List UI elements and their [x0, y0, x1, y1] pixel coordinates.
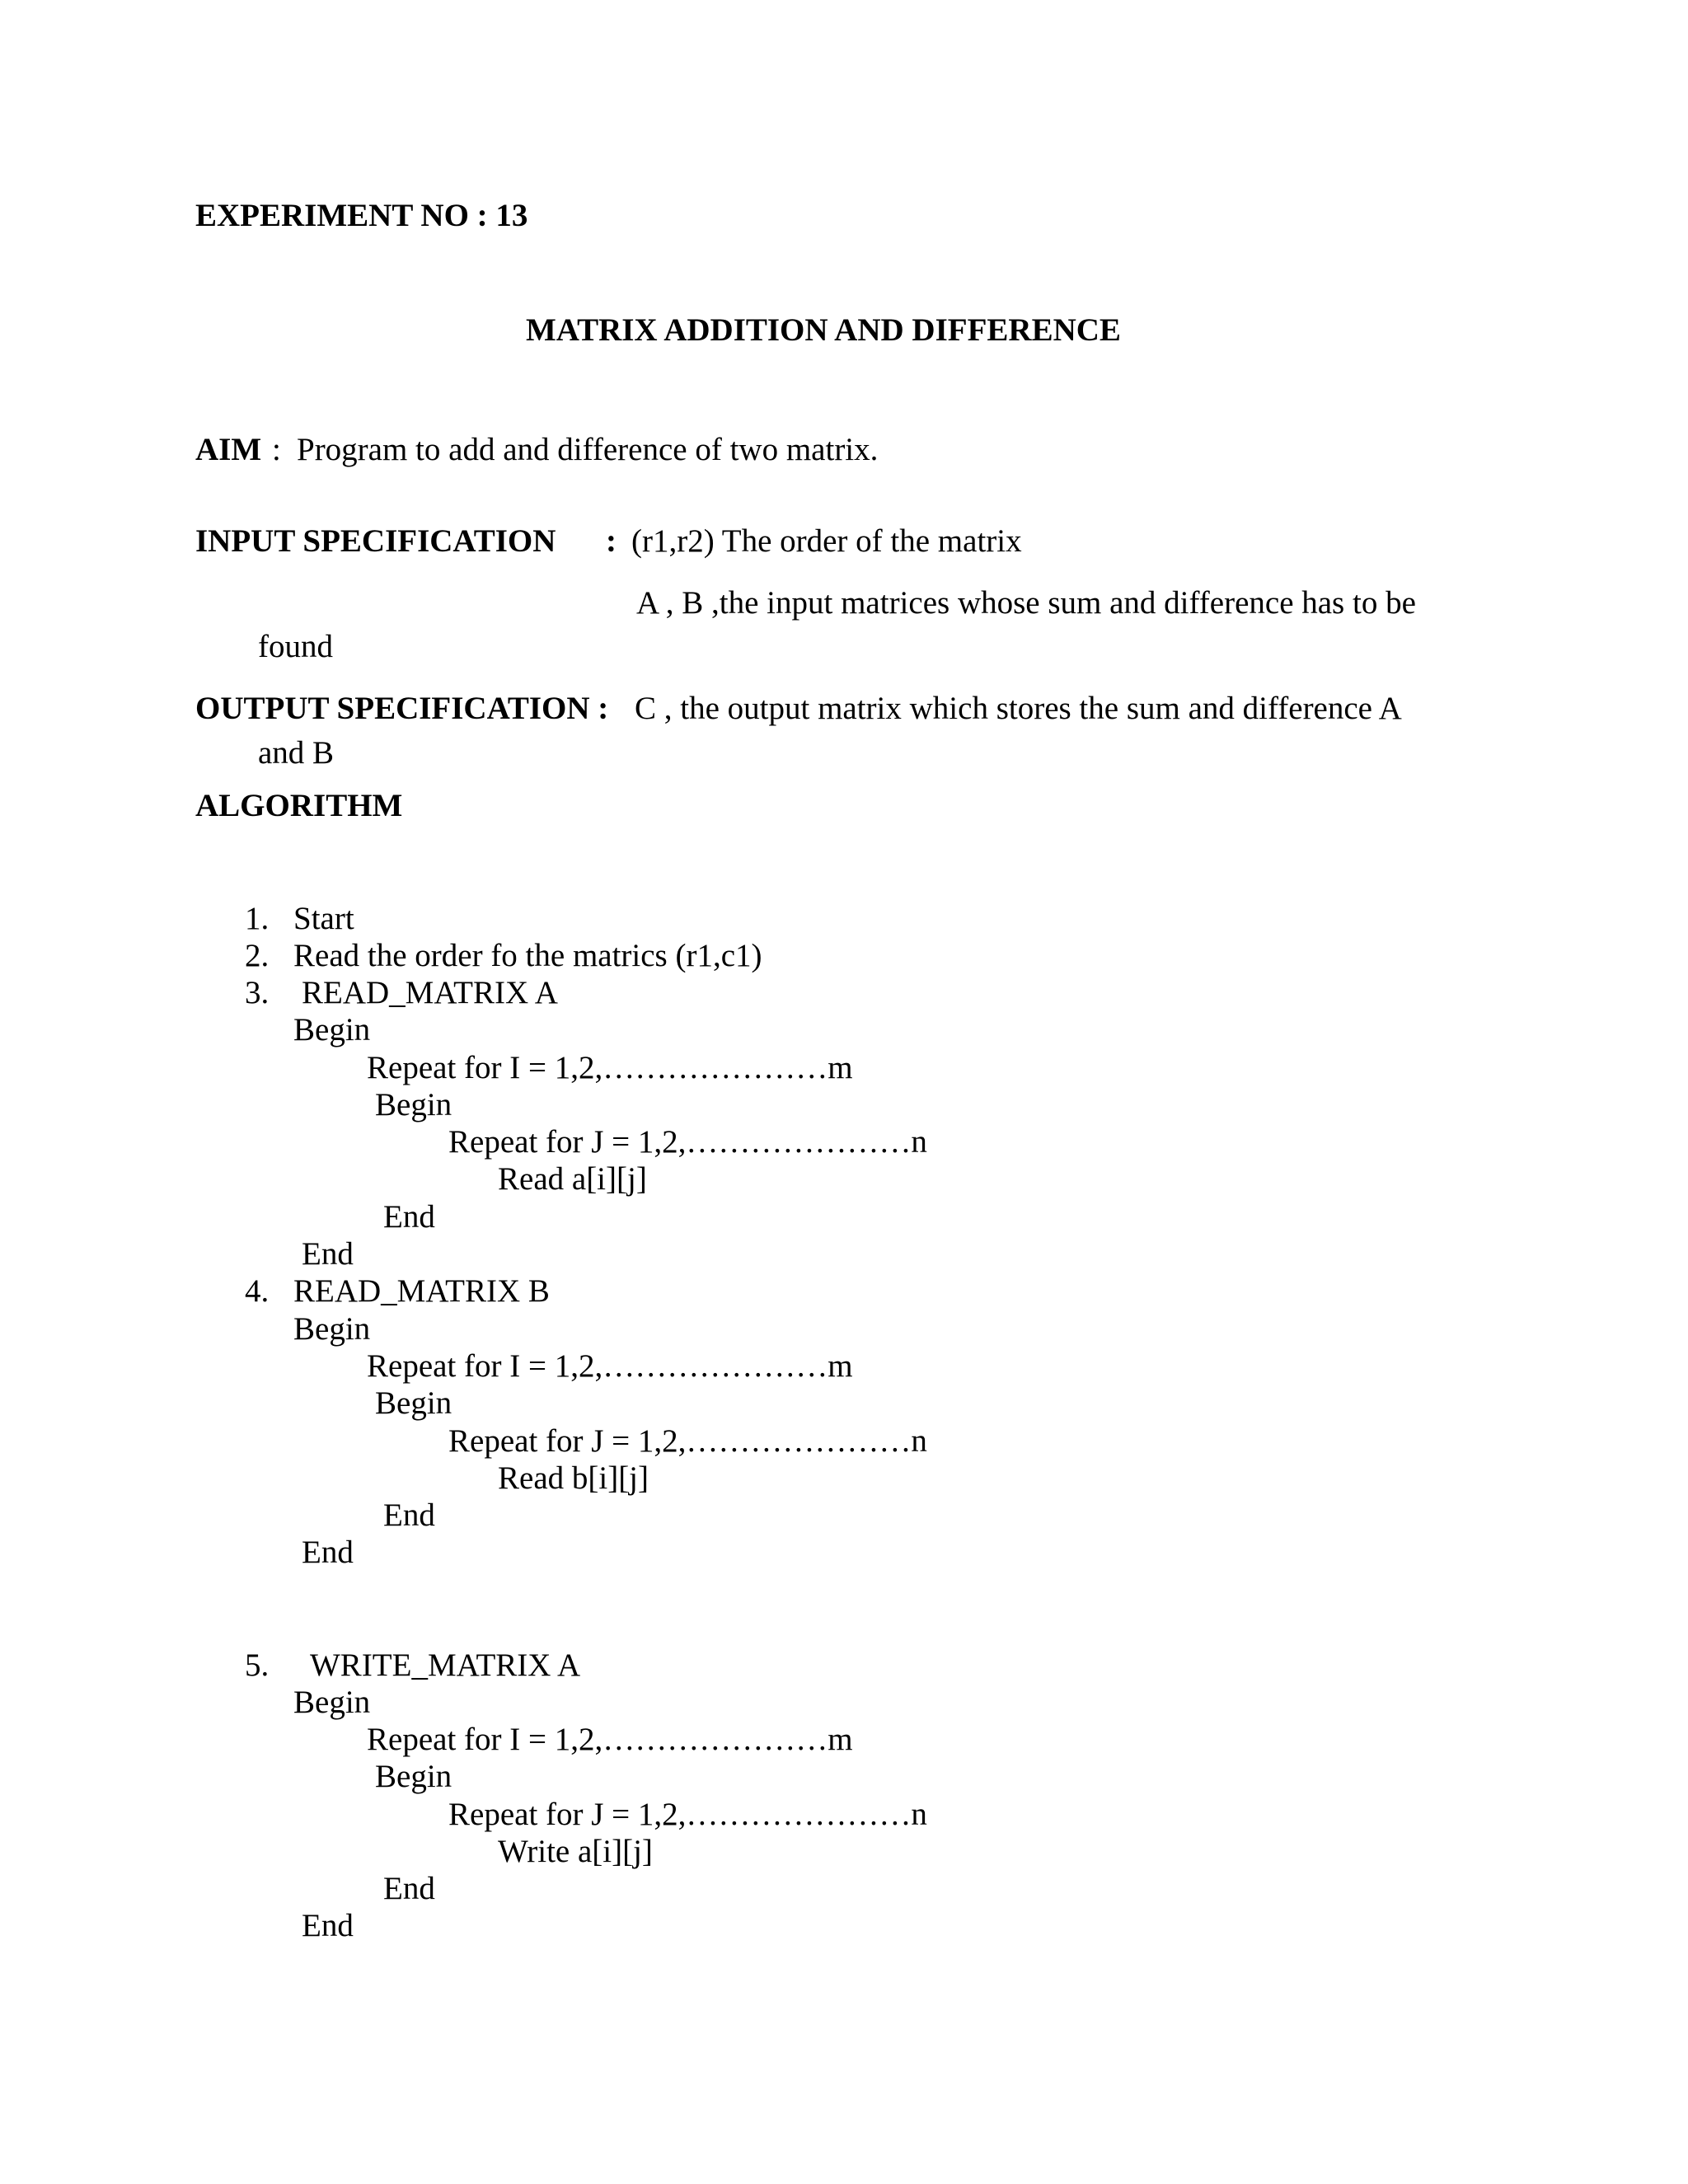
step-5-begin: Begin — [293, 1685, 371, 1720]
step-4-repeat-i: Repeat for I = 1,2,…………………m — [367, 1348, 853, 1384]
step-4-text: READ_MATRIX B — [293, 1273, 550, 1309]
input-spec-line1: (r1,r2) The order of the matrix — [631, 523, 1022, 559]
step-3-inner-begin: Begin — [375, 1087, 452, 1122]
output-spec-label: OUTPUT SPECIFICATION : — [195, 691, 609, 726]
step-4-inner-begin: Begin — [375, 1385, 452, 1421]
step-5-end: End — [302, 1908, 354, 1943]
step-3-text: READ_MATRIX A — [302, 975, 558, 1010]
aim-label: AIM — [195, 432, 262, 467]
input-spec-line3: found — [258, 629, 333, 664]
algorithm-heading: ALGORITHM — [195, 788, 403, 823]
output-spec-line2: and B — [258, 735, 335, 771]
step-5-inner-begin: Begin — [375, 1759, 452, 1794]
step-4-inner-end: End — [383, 1497, 435, 1533]
step-5-write: Write a[i][j] — [498, 1834, 653, 1869]
step-4-read: Read b[i][j] — [498, 1460, 649, 1496]
step-1-text: Start — [293, 901, 354, 936]
step-3-end: End — [302, 1236, 354, 1272]
step-3-number: 3. — [245, 975, 270, 1010]
aim-text: Program to add and difference of two matrix. — [297, 432, 879, 467]
step-4-repeat-j: Repeat for J = 1,2,…………………n — [448, 1423, 927, 1459]
aim-separator: : — [272, 432, 281, 467]
step-2-text: Read the order fo the matrics (r1,c1) — [293, 938, 762, 973]
step-4-end: End — [302, 1535, 354, 1570]
step-1-number: 1. — [245, 901, 270, 936]
step-3-inner-end: End — [383, 1199, 435, 1235]
step-5-repeat-j: Repeat for J = 1,2,…………………n — [448, 1797, 927, 1832]
step-5-number: 5. — [245, 1647, 270, 1683]
input-spec-line2: A , B ,the input matrices whose sum and difference has to be — [636, 585, 1416, 621]
step-3-read: Read a[i][j] — [498, 1161, 647, 1197]
step-2-number: 2. — [245, 938, 270, 973]
input-spec-label: INPUT SPECIFICATION — [195, 523, 556, 559]
output-spec-line1: C , the output matrix which stores the sum and difference A — [635, 691, 1402, 726]
document-title: MATRIX ADDITION AND DIFFERENCE — [526, 312, 1121, 348]
step-3-repeat-i: Repeat for I = 1,2,…………………m — [367, 1050, 853, 1085]
step-5-text: WRITE_MATRIX A — [310, 1647, 581, 1683]
experiment-number: EXPERIMENT NO : 13 — [195, 198, 528, 233]
input-spec-separator: : — [606, 523, 617, 559]
step-4-begin: Begin — [293, 1311, 371, 1347]
step-3-repeat-j: Repeat for J = 1,2,…………………n — [448, 1124, 927, 1160]
step-3-begin: Begin — [293, 1012, 371, 1047]
step-4-number: 4. — [245, 1273, 270, 1309]
step-5-inner-end: End — [383, 1871, 435, 1906]
step-5-repeat-i: Repeat for I = 1,2,…………………m — [367, 1722, 853, 1757]
